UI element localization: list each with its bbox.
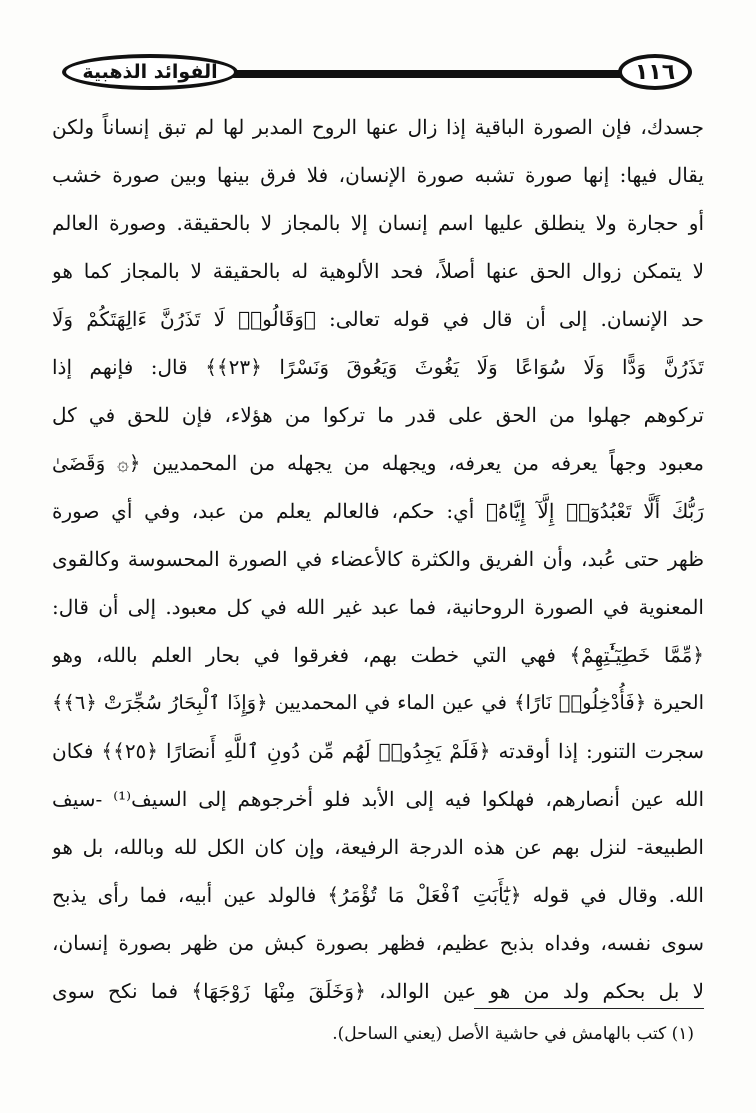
text-line: ظهر حتى عُبد، وأن الفريق والكثرة كالأعضاء في الصورة المحسوسة وكالقوى [52, 547, 704, 571]
page-number: ١١٦ [618, 54, 692, 90]
text-line: الحيرة ﴿فَأُدْخِلُوا۟ نَارًا﴾ في عين الماء في المحمديين ﴿وَإِذَا ٱلْبِحَارُ سُجِّرَتْ ﴿٦﴾﴾ [52, 691, 704, 714]
footnote-divider [474, 1008, 704, 1009]
book-title: الفوائد الذهبية [62, 54, 238, 90]
text-line: الله عين أنصارهم، فهلكوا فيه إلى الأبد فلو أخرجوهم إلى السيف⁽¹⁾ -سيف [52, 787, 704, 811]
text-line: الله. وقال في قوله ﴿يَٰٓأَبَتِ ٱفْعَلْ مَا تُؤْمَرُ﴾ فالولد عين أبيه، فما رأى يذبح [52, 883, 704, 907]
body-text [52, 103, 704, 1015]
text-line: أو حجارة ولا ينطلق عليها اسم إنسان إلا بالمجاز لا بالحقيقة. وصورة العالم [52, 211, 704, 235]
text-line: حد الإنسان. إلى أن قال في قوله تعالى: ﴿وَقَالُوا۟ لَا تَذَرُنَّ ءَالِهَتَكُمْ وَلَا [52, 307, 704, 331]
text-line: لا يتمكن زوال الحق عنها أصلاً، فحد الألوهية له بالحقيقة لا بالمجاز كما هو [52, 259, 704, 283]
footnote: (١) كتب بالهامش في حاشية الأصل (يعني الساحل). [332, 1024, 694, 1044]
text-line: ﴿مِّمَّا خَطِيٓـَٰٔتِهِمْ﴾ فهي التي خطت بهم، فغرقوا في بحار العلم بالله، وهو [52, 643, 704, 667]
text-line: معبود وجهاً يعرفه من يعرفه، ويجهله من يجهله من المحمديين ﴿۞ وَقَضَىٰ [52, 451, 704, 475]
page-header [62, 50, 692, 98]
text-line: الطبيعة- لنزل بهم عن هذه الدرجة الرفيعة، وإن كان الكل لله وبالله، بل هو [52, 835, 704, 859]
text-line: تَذَرُنَّ وَدًّا وَلَا سُوَاعًا وَلَا يَغُوثَ وَيَعُوقَ وَنَسْرًا ﴿٢٣﴾﴾ قال: فإنهم إذا [52, 355, 704, 379]
header-rule [212, 70, 632, 78]
text-line: لا بل بحكم ولد من هو عين الوالد، ﴿وَخَلَقَ مِنْهَا زَوْجَهَا﴾ فما نكح سوى [52, 979, 704, 1003]
text-line: رَبُّكَ أَلَّا تَعْبُدُوٓا۟ إِلَّآ إِيَّاهُ﴾ أي: حكم، فالعالم يعلم من عبد، وفي أي صورة [52, 499, 704, 523]
text-line: تركوهم جهلوا من الحق على قدر ما تركوا من هؤلاء، فإن للحق في كل [52, 403, 704, 427]
text-line: سوى نفسه، وفداه بذبح عظيم، فظهر بصورة كبش من ظهر بصورة إنسان، [52, 931, 704, 955]
text-line: يقال فيها: إنها صورة تشبه صورة الإنسان، فلا فرق بينها وبين صورة خشب [52, 163, 704, 187]
text-line: المعنوية في الصورة الروحانية، فما عبد غير الله في كل معبود. إلى أن قال: [52, 595, 704, 619]
text-line: سجرت التنور: إذا أوقدته ﴿فَلَمْ يَجِدُوا۟ لَهُم مِّن دُونِ ٱللَّهِ أَنصَارًا ﴿٢٥﴾﴾ فكان [52, 739, 704, 763]
text-line: جسدك، فإن الصورة الباقية إذا زال عنها الروح المدبر لها لم تبق إنساناً ولكن [52, 115, 704, 139]
